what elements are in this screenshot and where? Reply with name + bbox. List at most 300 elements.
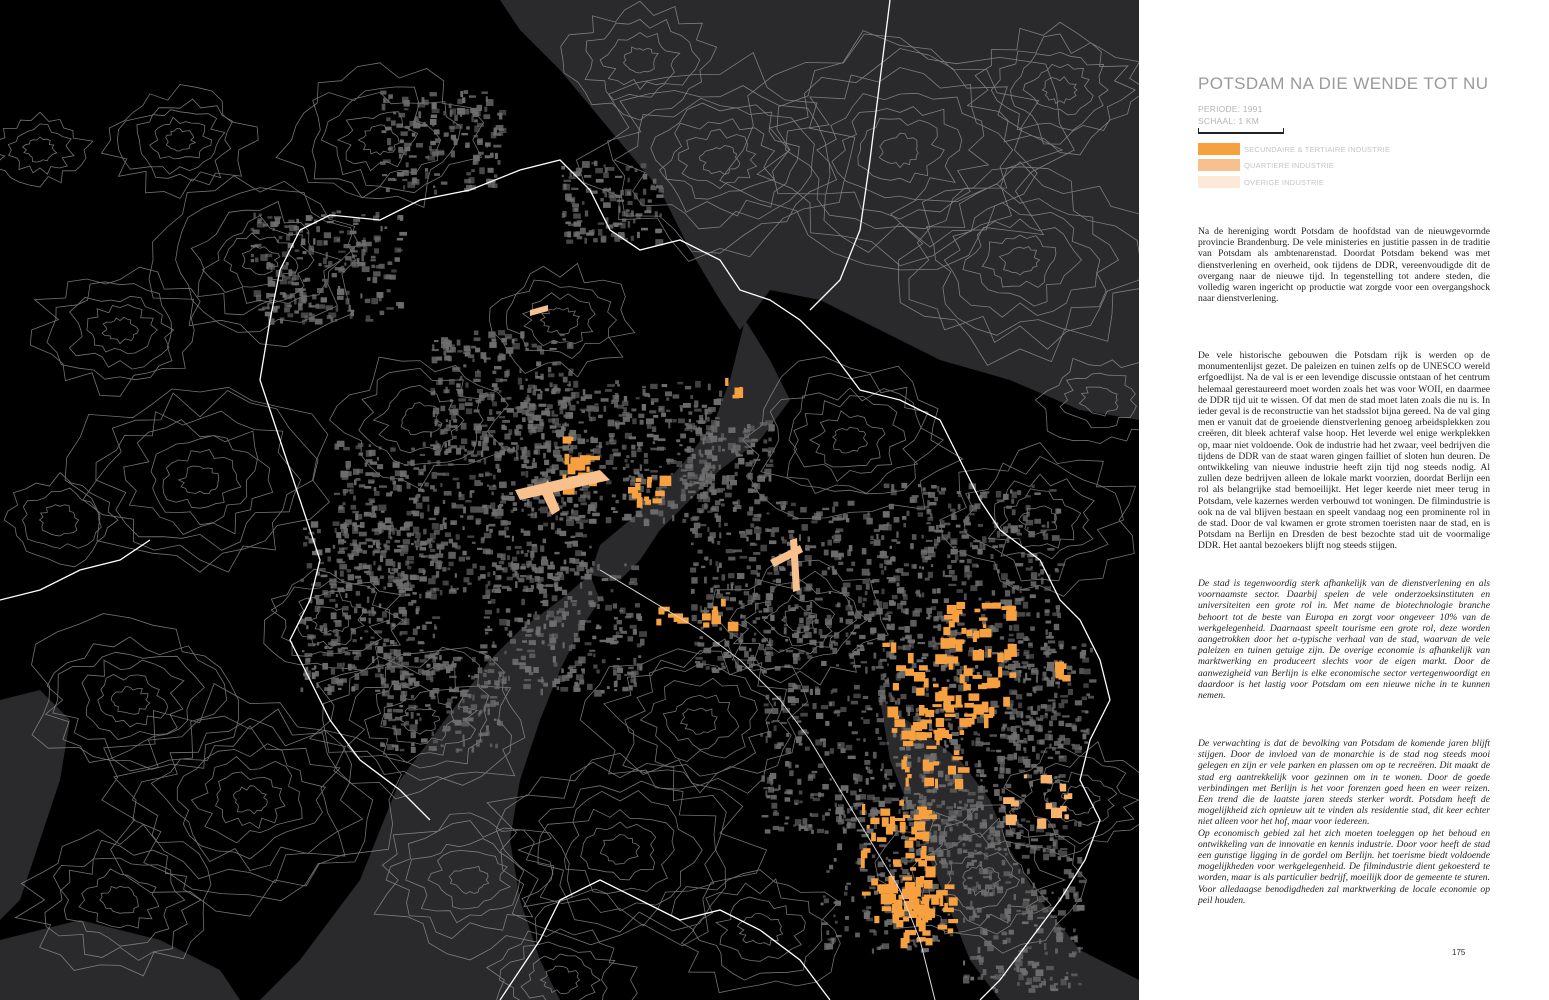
building bbox=[417, 539, 420, 543]
building bbox=[770, 586, 774, 593]
building bbox=[411, 712, 414, 719]
building bbox=[348, 664, 352, 671]
building bbox=[439, 550, 441, 554]
building bbox=[1047, 521, 1049, 528]
building bbox=[393, 481, 397, 485]
industry-block bbox=[1003, 697, 1010, 707]
building bbox=[432, 616, 440, 619]
building bbox=[496, 509, 503, 516]
building bbox=[583, 491, 590, 498]
industry-block bbox=[973, 653, 978, 659]
building bbox=[385, 227, 388, 230]
building bbox=[538, 508, 540, 510]
building bbox=[1079, 668, 1084, 674]
building bbox=[896, 541, 900, 544]
building bbox=[568, 667, 573, 669]
building bbox=[429, 146, 432, 151]
building bbox=[612, 641, 618, 644]
building bbox=[312, 668, 316, 670]
industry-block bbox=[947, 734, 952, 739]
building bbox=[1022, 589, 1030, 591]
building bbox=[931, 564, 933, 567]
building bbox=[433, 588, 439, 592]
building bbox=[404, 523, 409, 528]
building bbox=[478, 441, 481, 446]
building bbox=[437, 357, 442, 361]
building bbox=[629, 475, 631, 477]
building bbox=[951, 815, 957, 818]
building bbox=[690, 425, 692, 432]
building bbox=[1065, 976, 1069, 980]
building bbox=[542, 640, 545, 644]
industry-block bbox=[979, 649, 982, 655]
building bbox=[431, 670, 435, 675]
industry-block bbox=[586, 467, 589, 472]
building bbox=[453, 122, 455, 125]
building bbox=[1030, 626, 1035, 631]
building bbox=[432, 109, 440, 113]
building bbox=[633, 658, 636, 665]
building bbox=[613, 511, 618, 513]
building bbox=[764, 703, 769, 706]
building bbox=[573, 559, 580, 564]
building bbox=[373, 561, 375, 566]
building bbox=[287, 305, 292, 307]
building bbox=[922, 506, 929, 509]
building bbox=[459, 557, 465, 562]
building bbox=[542, 600, 548, 606]
building bbox=[827, 635, 833, 637]
building bbox=[813, 647, 818, 653]
building bbox=[876, 666, 884, 669]
building bbox=[774, 702, 776, 706]
building bbox=[425, 156, 429, 159]
building bbox=[566, 240, 573, 244]
building bbox=[411, 743, 415, 746]
building bbox=[1019, 740, 1023, 744]
building bbox=[581, 502, 587, 505]
building bbox=[819, 629, 823, 635]
building bbox=[457, 482, 460, 489]
building bbox=[333, 545, 336, 549]
building bbox=[866, 829, 873, 834]
building bbox=[405, 594, 411, 597]
building bbox=[430, 561, 434, 566]
building bbox=[1013, 661, 1019, 663]
building bbox=[688, 491, 696, 494]
building bbox=[964, 975, 970, 978]
building bbox=[919, 844, 926, 846]
building bbox=[521, 550, 524, 553]
building bbox=[856, 585, 862, 590]
building bbox=[1021, 552, 1025, 558]
building bbox=[1056, 608, 1060, 613]
industry-block bbox=[966, 630, 972, 637]
building bbox=[453, 419, 457, 423]
building bbox=[756, 580, 761, 585]
building bbox=[1045, 952, 1048, 955]
building bbox=[736, 454, 740, 457]
building bbox=[1044, 897, 1048, 900]
building bbox=[557, 611, 559, 614]
industry-block bbox=[926, 938, 933, 945]
building bbox=[915, 713, 918, 717]
building bbox=[895, 700, 897, 704]
building bbox=[771, 627, 775, 630]
building bbox=[431, 115, 437, 119]
building bbox=[968, 877, 973, 879]
building bbox=[569, 645, 572, 651]
building bbox=[352, 686, 354, 691]
building bbox=[968, 888, 972, 895]
building bbox=[760, 496, 768, 501]
industry-block bbox=[973, 675, 982, 679]
building bbox=[954, 803, 956, 808]
building bbox=[743, 430, 750, 433]
building bbox=[365, 538, 372, 541]
building bbox=[573, 381, 578, 388]
building bbox=[846, 632, 849, 637]
industry-block bbox=[894, 719, 905, 727]
building bbox=[809, 561, 812, 566]
building bbox=[563, 180, 571, 182]
building bbox=[398, 562, 401, 569]
building bbox=[879, 563, 883, 568]
building bbox=[897, 582, 900, 586]
building bbox=[479, 651, 486, 653]
building bbox=[518, 578, 524, 583]
building bbox=[964, 594, 967, 601]
building bbox=[491, 132, 497, 138]
building bbox=[565, 422, 567, 426]
industry-block bbox=[967, 684, 971, 690]
building bbox=[533, 390, 537, 396]
building bbox=[838, 744, 840, 746]
building bbox=[485, 632, 488, 635]
building bbox=[430, 549, 435, 552]
building bbox=[353, 496, 356, 501]
building bbox=[853, 803, 861, 807]
building bbox=[452, 542, 458, 547]
building bbox=[773, 789, 779, 792]
building bbox=[931, 485, 937, 489]
building bbox=[620, 608, 626, 614]
building bbox=[948, 532, 951, 539]
building bbox=[444, 491, 452, 496]
industry-block bbox=[906, 778, 909, 787]
industry-block bbox=[563, 436, 572, 443]
building bbox=[383, 643, 386, 646]
building bbox=[554, 552, 559, 554]
industry-block bbox=[961, 628, 966, 634]
building bbox=[795, 765, 799, 768]
building bbox=[1045, 734, 1051, 741]
building bbox=[937, 813, 940, 819]
legend-item-overige bbox=[1198, 176, 1448, 188]
building bbox=[808, 536, 810, 542]
building bbox=[910, 620, 916, 627]
building bbox=[593, 654, 595, 658]
building bbox=[732, 632, 738, 636]
building bbox=[859, 789, 862, 792]
building bbox=[623, 417, 630, 422]
building bbox=[865, 667, 868, 674]
building bbox=[901, 483, 907, 489]
building bbox=[1011, 529, 1015, 533]
building bbox=[466, 558, 470, 561]
building bbox=[1008, 736, 1013, 739]
building bbox=[1028, 667, 1031, 670]
industry-block bbox=[905, 882, 915, 893]
building bbox=[676, 461, 682, 467]
building bbox=[288, 232, 293, 236]
building bbox=[848, 722, 852, 727]
building bbox=[708, 407, 716, 412]
building bbox=[385, 127, 391, 131]
building bbox=[508, 676, 510, 681]
building bbox=[516, 551, 519, 555]
building bbox=[456, 534, 460, 540]
building bbox=[524, 342, 528, 346]
building bbox=[251, 259, 254, 262]
building bbox=[805, 747, 810, 751]
building bbox=[770, 615, 774, 621]
building bbox=[539, 500, 545, 504]
building bbox=[298, 289, 305, 291]
building bbox=[776, 502, 781, 505]
building bbox=[400, 472, 403, 475]
building bbox=[571, 600, 578, 602]
building bbox=[404, 147, 410, 152]
building bbox=[544, 624, 547, 630]
building bbox=[414, 657, 418, 662]
building bbox=[971, 808, 979, 811]
building bbox=[360, 670, 368, 676]
building bbox=[474, 674, 478, 678]
building bbox=[832, 507, 835, 513]
building bbox=[956, 810, 963, 817]
building bbox=[550, 425, 557, 428]
industry-block bbox=[915, 904, 925, 913]
building bbox=[439, 655, 442, 660]
building bbox=[963, 918, 965, 923]
building bbox=[362, 609, 367, 614]
building bbox=[1031, 890, 1037, 896]
building bbox=[334, 493, 340, 495]
building bbox=[1046, 629, 1048, 635]
building bbox=[399, 663, 402, 669]
building bbox=[543, 594, 547, 598]
building bbox=[512, 557, 517, 562]
building bbox=[521, 509, 523, 512]
building bbox=[305, 617, 312, 621]
building bbox=[722, 666, 726, 670]
building bbox=[867, 642, 873, 644]
building bbox=[818, 792, 821, 797]
building bbox=[322, 663, 328, 670]
industry-block bbox=[964, 703, 974, 708]
building bbox=[401, 131, 408, 136]
building bbox=[585, 574, 592, 580]
building bbox=[1018, 677, 1020, 683]
building bbox=[1020, 968, 1026, 973]
building bbox=[344, 534, 349, 539]
building bbox=[610, 436, 614, 442]
building bbox=[414, 541, 417, 544]
building bbox=[829, 591, 831, 594]
building bbox=[463, 718, 468, 722]
building bbox=[495, 516, 502, 518]
industry-block bbox=[574, 463, 586, 470]
building bbox=[1004, 871, 1011, 876]
building bbox=[740, 556, 748, 559]
building bbox=[1016, 694, 1022, 699]
building bbox=[919, 794, 923, 799]
building bbox=[443, 500, 445, 504]
building bbox=[877, 599, 879, 606]
building bbox=[555, 573, 558, 576]
building bbox=[968, 852, 974, 858]
building bbox=[554, 662, 558, 666]
building bbox=[477, 548, 482, 550]
building bbox=[699, 510, 703, 514]
building bbox=[916, 708, 918, 712]
industry-block bbox=[954, 750, 960, 755]
building bbox=[994, 628, 999, 632]
building bbox=[876, 534, 878, 539]
building bbox=[694, 523, 701, 529]
building bbox=[914, 565, 916, 569]
building bbox=[719, 532, 721, 538]
building bbox=[570, 445, 577, 449]
building bbox=[963, 843, 966, 846]
building bbox=[863, 598, 867, 602]
building bbox=[377, 567, 381, 570]
building bbox=[430, 431, 432, 437]
building bbox=[759, 611, 763, 613]
legend-item-secundaire bbox=[1198, 143, 1448, 155]
building bbox=[855, 613, 862, 619]
text-sidebar bbox=[1139, 0, 1549, 1000]
building bbox=[481, 450, 483, 457]
building bbox=[489, 529, 493, 533]
building bbox=[624, 674, 626, 676]
building bbox=[762, 815, 769, 817]
building bbox=[517, 577, 519, 580]
building bbox=[1055, 682, 1060, 685]
building bbox=[634, 193, 638, 200]
building bbox=[401, 682, 407, 685]
building bbox=[1090, 648, 1093, 653]
building bbox=[872, 855, 875, 859]
building bbox=[576, 674, 584, 680]
building bbox=[560, 333, 565, 336]
building bbox=[622, 445, 627, 450]
building bbox=[870, 777, 874, 780]
industry-block bbox=[979, 617, 988, 620]
building bbox=[752, 439, 758, 442]
building bbox=[485, 610, 492, 615]
building bbox=[432, 657, 436, 663]
building bbox=[335, 319, 337, 322]
building bbox=[771, 532, 775, 537]
building bbox=[945, 774, 947, 781]
building bbox=[536, 568, 542, 574]
building bbox=[1067, 857, 1070, 862]
building bbox=[434, 129, 440, 134]
building bbox=[425, 704, 430, 707]
building bbox=[799, 534, 801, 541]
building bbox=[979, 542, 982, 549]
building bbox=[507, 577, 513, 581]
building bbox=[566, 222, 571, 225]
building bbox=[606, 480, 611, 484]
building bbox=[839, 553, 842, 560]
building bbox=[616, 195, 622, 198]
building bbox=[361, 255, 364, 261]
building bbox=[762, 448, 768, 451]
building bbox=[337, 289, 344, 295]
building bbox=[681, 469, 687, 471]
building bbox=[420, 547, 427, 550]
building bbox=[303, 528, 307, 530]
building bbox=[724, 641, 729, 647]
building bbox=[740, 615, 746, 619]
building bbox=[646, 489, 650, 494]
building bbox=[363, 563, 367, 569]
building bbox=[349, 305, 351, 311]
building bbox=[317, 240, 323, 246]
building bbox=[547, 404, 553, 409]
building bbox=[837, 843, 842, 850]
building bbox=[1003, 581, 1008, 588]
building bbox=[422, 670, 430, 675]
building bbox=[524, 460, 530, 464]
building bbox=[338, 688, 342, 690]
building bbox=[593, 238, 598, 242]
building bbox=[377, 292, 384, 298]
building bbox=[1022, 794, 1027, 797]
building bbox=[967, 799, 974, 803]
building bbox=[710, 588, 713, 593]
building bbox=[588, 504, 593, 511]
building bbox=[486, 434, 494, 437]
legend-swatch bbox=[1198, 159, 1240, 171]
building bbox=[889, 504, 894, 510]
industry-block bbox=[903, 756, 907, 761]
building bbox=[947, 565, 951, 569]
building bbox=[601, 398, 609, 402]
building bbox=[326, 305, 333, 310]
building bbox=[744, 434, 749, 438]
building bbox=[396, 124, 403, 128]
industry-block bbox=[945, 714, 956, 718]
building bbox=[280, 319, 283, 324]
building bbox=[853, 665, 861, 668]
building bbox=[407, 556, 414, 560]
building bbox=[646, 418, 654, 424]
building bbox=[443, 581, 449, 586]
building bbox=[425, 654, 429, 657]
building bbox=[385, 518, 391, 524]
building bbox=[521, 529, 524, 533]
building bbox=[747, 566, 751, 570]
building bbox=[666, 410, 670, 412]
building bbox=[606, 517, 612, 523]
building bbox=[548, 644, 555, 646]
building bbox=[1043, 672, 1047, 677]
building bbox=[784, 627, 787, 634]
